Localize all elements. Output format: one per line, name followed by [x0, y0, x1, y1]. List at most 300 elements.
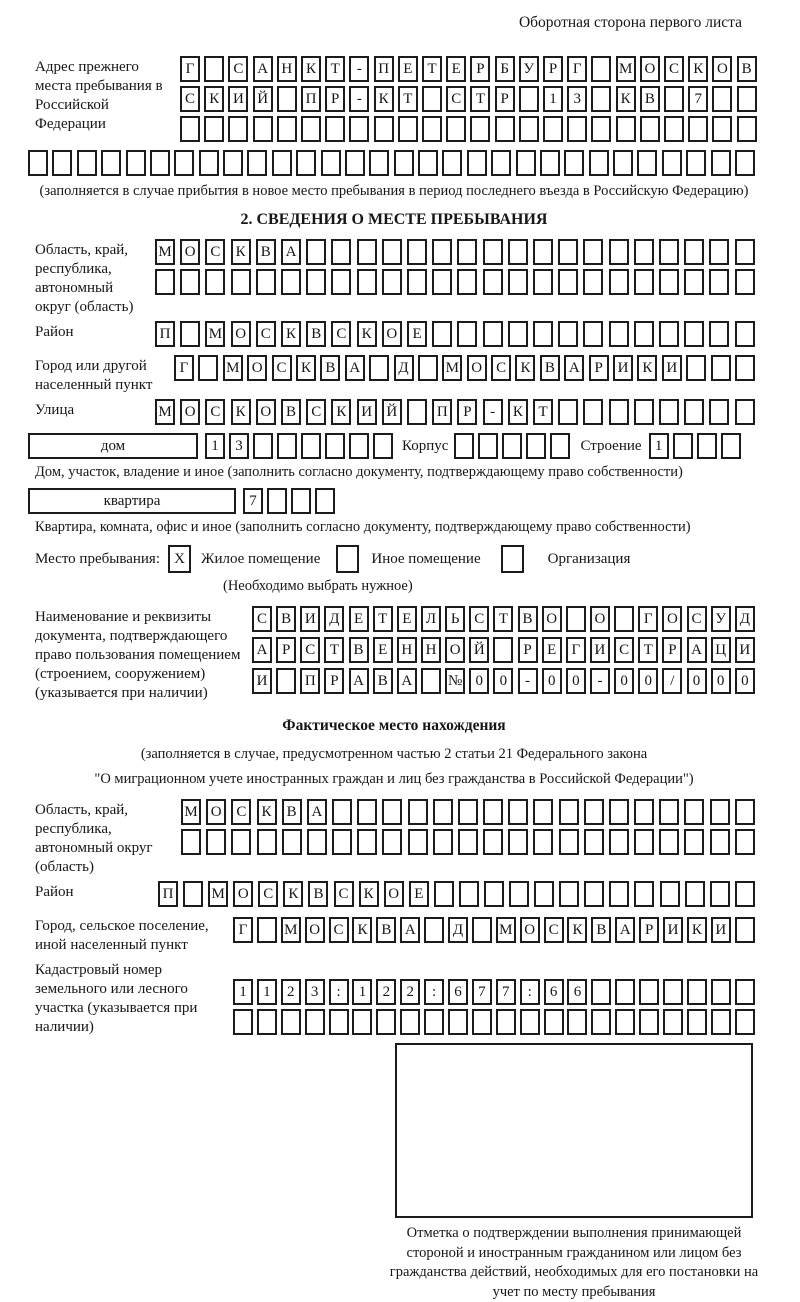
- char-box[interactable]: [382, 239, 402, 265]
- char-box[interactable]: [457, 269, 477, 295]
- char-box[interactable]: [609, 269, 629, 295]
- char-box[interactable]: К: [204, 86, 224, 112]
- char-box[interactable]: [735, 799, 755, 825]
- char-box[interactable]: [349, 116, 369, 142]
- char-box[interactable]: А: [349, 668, 369, 694]
- stay-type-checkbox-other[interactable]: [336, 545, 359, 573]
- char-box[interactable]: :: [329, 979, 349, 1005]
- char-box[interactable]: [637, 150, 657, 176]
- char-box[interactable]: [558, 399, 578, 425]
- char-box[interactable]: [282, 829, 302, 855]
- char-box[interactable]: В: [349, 637, 369, 663]
- char-box[interactable]: [101, 150, 121, 176]
- char-box[interactable]: И: [663, 917, 683, 943]
- char-box[interactable]: [509, 881, 529, 907]
- char-box[interactable]: 3: [305, 979, 325, 1005]
- char-box[interactable]: П: [300, 668, 320, 694]
- char-box[interactable]: 1: [233, 979, 253, 1005]
- char-box[interactable]: [533, 829, 553, 855]
- char-box[interactable]: [126, 150, 146, 176]
- char-box[interactable]: 7: [243, 488, 263, 514]
- char-box[interactable]: [735, 150, 755, 176]
- char-box[interactable]: О: [231, 321, 251, 347]
- char-box[interactable]: [559, 829, 579, 855]
- char-box[interactable]: [277, 86, 297, 112]
- char-box[interactable]: [183, 881, 203, 907]
- char-box[interactable]: С: [446, 86, 466, 112]
- char-box[interactable]: [422, 116, 442, 142]
- char-box[interactable]: У: [519, 56, 539, 82]
- stay-type-checkbox-organization[interactable]: [501, 545, 524, 573]
- char-box[interactable]: [458, 829, 478, 855]
- char-box[interactable]: [662, 150, 682, 176]
- char-box[interactable]: [206, 829, 226, 855]
- char-box[interactable]: [735, 829, 755, 855]
- char-box[interactable]: [277, 116, 297, 142]
- char-box[interactable]: [433, 829, 453, 855]
- char-box[interactable]: [710, 881, 730, 907]
- char-box[interactable]: 0: [614, 668, 634, 694]
- char-box[interactable]: -: [518, 668, 538, 694]
- char-box[interactable]: [640, 116, 660, 142]
- char-box[interactable]: 7: [472, 979, 492, 1005]
- char-box[interactable]: О: [590, 606, 610, 632]
- char-box[interactable]: М: [205, 321, 225, 347]
- stay-type-checkbox-residential[interactable]: X: [168, 545, 191, 573]
- char-box[interactable]: [352, 1009, 372, 1035]
- char-box[interactable]: [508, 799, 528, 825]
- char-box[interactable]: Р: [457, 399, 477, 425]
- char-box[interactable]: В: [281, 399, 301, 425]
- char-box[interactable]: Н: [277, 56, 297, 82]
- char-box[interactable]: [180, 321, 200, 347]
- char-box[interactable]: [711, 150, 731, 176]
- char-box[interactable]: [155, 269, 175, 295]
- char-box[interactable]: С: [544, 917, 564, 943]
- char-box[interactable]: Г: [638, 606, 658, 632]
- char-box[interactable]: :: [520, 979, 540, 1005]
- char-box[interactable]: [306, 239, 326, 265]
- char-box[interactable]: М: [223, 355, 243, 381]
- char-box[interactable]: Т: [493, 606, 513, 632]
- char-box[interactable]: Ь: [445, 606, 465, 632]
- char-box[interactable]: 7: [688, 86, 708, 112]
- char-box[interactable]: [382, 799, 402, 825]
- char-box[interactable]: [673, 433, 693, 459]
- char-box[interactable]: О: [256, 399, 276, 425]
- char-box[interactable]: [376, 1009, 396, 1035]
- apartment-type-box[interactable]: квартира: [28, 488, 236, 514]
- char-box[interactable]: Т: [398, 86, 418, 112]
- char-box[interactable]: [398, 116, 418, 142]
- char-box[interactable]: И: [662, 355, 682, 381]
- char-box[interactable]: [591, 116, 611, 142]
- char-box[interactable]: Г: [174, 355, 194, 381]
- char-box[interactable]: [332, 799, 352, 825]
- char-box[interactable]: [721, 433, 741, 459]
- char-box[interactable]: [684, 269, 704, 295]
- char-box[interactable]: К: [374, 86, 394, 112]
- char-box[interactable]: С: [491, 355, 511, 381]
- char-box[interactable]: 1: [352, 979, 372, 1005]
- char-box[interactable]: С: [252, 606, 272, 632]
- char-box[interactable]: П: [374, 56, 394, 82]
- char-box[interactable]: [418, 355, 438, 381]
- char-box[interactable]: [508, 269, 528, 295]
- char-box[interactable]: [639, 1009, 659, 1035]
- char-box[interactable]: [281, 1009, 301, 1035]
- char-box[interactable]: [609, 321, 629, 347]
- char-box[interactable]: [493, 637, 513, 663]
- char-box[interactable]: [424, 917, 444, 943]
- char-box[interactable]: М: [155, 239, 175, 265]
- char-box[interactable]: [634, 399, 654, 425]
- char-box[interactable]: [709, 269, 729, 295]
- char-box[interactable]: И: [228, 86, 248, 112]
- char-box[interactable]: К: [231, 239, 251, 265]
- char-box[interactable]: [332, 829, 352, 855]
- char-box[interactable]: [325, 433, 345, 459]
- char-box[interactable]: К: [352, 917, 372, 943]
- char-box[interactable]: [257, 1009, 277, 1035]
- char-box[interactable]: [495, 116, 515, 142]
- char-box[interactable]: [77, 150, 97, 176]
- char-box[interactable]: [737, 86, 757, 112]
- char-box[interactable]: [559, 799, 579, 825]
- char-box[interactable]: Г: [567, 56, 587, 82]
- char-box[interactable]: [357, 799, 377, 825]
- char-box[interactable]: [659, 799, 679, 825]
- char-box[interactable]: [472, 1009, 492, 1035]
- char-box[interactable]: О: [640, 56, 660, 82]
- char-box[interactable]: [559, 881, 579, 907]
- char-box[interactable]: А: [307, 799, 327, 825]
- char-box[interactable]: [256, 269, 276, 295]
- char-box[interactable]: №: [445, 668, 465, 694]
- char-box[interactable]: [369, 355, 389, 381]
- char-box[interactable]: С: [300, 637, 320, 663]
- char-box[interactable]: 6: [448, 979, 468, 1005]
- char-box[interactable]: Р: [325, 86, 345, 112]
- char-box[interactable]: [735, 979, 755, 1005]
- char-box[interactable]: [684, 829, 704, 855]
- char-box[interactable]: [484, 881, 504, 907]
- char-box[interactable]: [432, 321, 452, 347]
- char-box[interactable]: С: [687, 606, 707, 632]
- char-box[interactable]: 3: [567, 86, 587, 112]
- char-box[interactable]: С: [228, 56, 248, 82]
- char-box[interactable]: [663, 979, 683, 1005]
- char-box[interactable]: 1: [649, 433, 669, 459]
- char-box[interactable]: [483, 321, 503, 347]
- char-box[interactable]: 0: [687, 668, 707, 694]
- char-box[interactable]: [709, 399, 729, 425]
- char-box[interactable]: О: [662, 606, 682, 632]
- char-box[interactable]: 2: [281, 979, 301, 1005]
- char-box[interactable]: [508, 321, 528, 347]
- char-box[interactable]: С: [469, 606, 489, 632]
- char-box[interactable]: [305, 1009, 325, 1035]
- char-box[interactable]: М: [616, 56, 636, 82]
- char-box[interactable]: [472, 917, 492, 943]
- char-box[interactable]: [589, 150, 609, 176]
- char-box[interactable]: [583, 321, 603, 347]
- char-box[interactable]: Е: [398, 56, 418, 82]
- char-box[interactable]: [534, 881, 554, 907]
- char-box[interactable]: В: [737, 56, 757, 82]
- char-box[interactable]: [664, 116, 684, 142]
- char-box[interactable]: Т: [373, 606, 393, 632]
- char-box[interactable]: [407, 239, 427, 265]
- char-box[interactable]: Е: [409, 881, 429, 907]
- house-type-box[interactable]: дом: [28, 433, 198, 459]
- char-box[interactable]: Р: [662, 637, 682, 663]
- char-box[interactable]: [257, 829, 277, 855]
- char-box[interactable]: В: [373, 668, 393, 694]
- char-box[interactable]: А: [345, 355, 365, 381]
- char-box[interactable]: К: [281, 321, 301, 347]
- char-box[interactable]: 0: [493, 668, 513, 694]
- char-box[interactable]: Й: [469, 637, 489, 663]
- char-box[interactable]: 7: [496, 979, 516, 1005]
- char-box[interactable]: И: [735, 637, 755, 663]
- char-box[interactable]: [369, 150, 389, 176]
- char-box[interactable]: К: [515, 355, 535, 381]
- char-box[interactable]: [697, 433, 717, 459]
- char-box[interactable]: П: [155, 321, 175, 347]
- char-box[interactable]: 2: [400, 979, 420, 1005]
- char-box[interactable]: [615, 979, 635, 1005]
- char-box[interactable]: А: [687, 637, 707, 663]
- char-box[interactable]: [448, 1009, 468, 1035]
- char-box[interactable]: Т: [324, 637, 344, 663]
- char-box[interactable]: С: [205, 399, 225, 425]
- char-box[interactable]: [400, 1009, 420, 1035]
- char-box[interactable]: М: [442, 355, 462, 381]
- char-box[interactable]: 1: [257, 979, 277, 1005]
- char-box[interactable]: А: [564, 355, 584, 381]
- char-box[interactable]: 1: [205, 433, 225, 459]
- char-box[interactable]: 0: [735, 668, 755, 694]
- char-box[interactable]: [615, 1009, 635, 1035]
- char-box[interactable]: Р: [518, 637, 538, 663]
- char-box[interactable]: [567, 1009, 587, 1035]
- char-box[interactable]: [253, 116, 273, 142]
- char-box[interactable]: Г: [566, 637, 586, 663]
- char-box[interactable]: [483, 799, 503, 825]
- char-box[interactable]: В: [306, 321, 326, 347]
- char-box[interactable]: О: [712, 56, 732, 82]
- char-box[interactable]: Т: [533, 399, 553, 425]
- char-box[interactable]: Ц: [711, 637, 731, 663]
- char-box[interactable]: [296, 150, 316, 176]
- char-box[interactable]: [228, 116, 248, 142]
- char-box[interactable]: [591, 979, 611, 1005]
- char-box[interactable]: О: [180, 399, 200, 425]
- char-box[interactable]: Р: [589, 355, 609, 381]
- char-box[interactable]: В: [308, 881, 328, 907]
- char-box[interactable]: [659, 829, 679, 855]
- char-box[interactable]: [325, 116, 345, 142]
- char-box[interactable]: Т: [470, 86, 490, 112]
- char-box[interactable]: [470, 116, 490, 142]
- char-box[interactable]: [591, 56, 611, 82]
- char-box[interactable]: [543, 116, 563, 142]
- char-box[interactable]: [321, 150, 341, 176]
- char-box[interactable]: [382, 269, 402, 295]
- char-box[interactable]: [204, 56, 224, 82]
- char-box[interactable]: И: [357, 399, 377, 425]
- char-box[interactable]: [434, 881, 454, 907]
- char-box[interactable]: [634, 269, 654, 295]
- char-box[interactable]: [687, 1009, 707, 1035]
- char-box[interactable]: [609, 829, 629, 855]
- char-box[interactable]: :: [424, 979, 444, 1005]
- char-box[interactable]: С: [258, 881, 278, 907]
- char-box[interactable]: О: [467, 355, 487, 381]
- char-box[interactable]: [616, 116, 636, 142]
- char-box[interactable]: О: [233, 881, 253, 907]
- char-box[interactable]: [408, 829, 428, 855]
- char-box[interactable]: Б: [495, 56, 515, 82]
- char-box[interactable]: [735, 269, 755, 295]
- char-box[interactable]: [329, 1009, 349, 1035]
- char-box[interactable]: [558, 269, 578, 295]
- char-box[interactable]: [446, 116, 466, 142]
- char-box[interactable]: Е: [373, 637, 393, 663]
- char-box[interactable]: 0: [566, 668, 586, 694]
- char-box[interactable]: [150, 150, 170, 176]
- char-box[interactable]: [591, 1009, 611, 1035]
- char-box[interactable]: [664, 86, 684, 112]
- char-box[interactable]: [609, 399, 629, 425]
- char-box[interactable]: М: [155, 399, 175, 425]
- char-box[interactable]: [520, 1009, 540, 1035]
- char-box[interactable]: [331, 239, 351, 265]
- char-box[interactable]: [407, 269, 427, 295]
- char-box[interactable]: [291, 488, 311, 514]
- char-box[interactable]: И: [711, 917, 731, 943]
- char-box[interactable]: [408, 799, 428, 825]
- char-box[interactable]: В: [518, 606, 538, 632]
- char-box[interactable]: [198, 355, 218, 381]
- char-box[interactable]: -: [349, 56, 369, 82]
- char-box[interactable]: [584, 881, 604, 907]
- char-box[interactable]: [483, 269, 503, 295]
- char-box[interactable]: [660, 881, 680, 907]
- char-box[interactable]: [613, 150, 633, 176]
- char-box[interactable]: О: [382, 321, 402, 347]
- char-box[interactable]: [442, 150, 462, 176]
- char-box[interactable]: С: [331, 321, 351, 347]
- char-box[interactable]: [502, 433, 522, 459]
- char-box[interactable]: С: [664, 56, 684, 82]
- char-box[interactable]: [277, 433, 297, 459]
- char-box[interactable]: [457, 239, 477, 265]
- char-box[interactable]: 0: [638, 668, 658, 694]
- char-box[interactable]: [357, 829, 377, 855]
- char-box[interactable]: [519, 116, 539, 142]
- char-box[interactable]: [558, 321, 578, 347]
- char-box[interactable]: [432, 239, 452, 265]
- char-box[interactable]: Е: [349, 606, 369, 632]
- char-box[interactable]: С: [180, 86, 200, 112]
- char-box[interactable]: Р: [543, 56, 563, 82]
- char-box[interactable]: [634, 799, 654, 825]
- char-box[interactable]: [685, 881, 705, 907]
- char-box[interactable]: [357, 239, 377, 265]
- char-box[interactable]: [457, 321, 477, 347]
- char-box[interactable]: [516, 150, 536, 176]
- char-box[interactable]: -: [483, 399, 503, 425]
- char-box[interactable]: С: [272, 355, 292, 381]
- char-box[interactable]: [583, 239, 603, 265]
- char-box[interactable]: [315, 488, 335, 514]
- char-box[interactable]: К: [231, 399, 251, 425]
- char-box[interactable]: [737, 116, 757, 142]
- char-box[interactable]: [272, 150, 292, 176]
- char-box[interactable]: [735, 321, 755, 347]
- char-box[interactable]: [357, 269, 377, 295]
- char-box[interactable]: К: [357, 321, 377, 347]
- char-box[interactable]: [709, 239, 729, 265]
- char-box[interactable]: А: [252, 637, 272, 663]
- char-box[interactable]: [467, 150, 487, 176]
- char-box[interactable]: [567, 116, 587, 142]
- char-box[interactable]: [508, 829, 528, 855]
- char-box[interactable]: С: [231, 799, 251, 825]
- char-box[interactable]: [558, 239, 578, 265]
- char-box[interactable]: [709, 321, 729, 347]
- char-box[interactable]: [686, 150, 706, 176]
- char-box[interactable]: Л: [421, 606, 441, 632]
- char-box[interactable]: [267, 488, 287, 514]
- char-box[interactable]: [564, 150, 584, 176]
- char-box[interactable]: В: [591, 917, 611, 943]
- char-box[interactable]: К: [359, 881, 379, 907]
- char-box[interactable]: [306, 269, 326, 295]
- char-box[interactable]: В: [320, 355, 340, 381]
- char-box[interactable]: А: [615, 917, 635, 943]
- char-box[interactable]: О: [542, 606, 562, 632]
- char-box[interactable]: [712, 116, 732, 142]
- char-box[interactable]: Р: [276, 637, 296, 663]
- char-box[interactable]: С: [329, 917, 349, 943]
- char-box[interactable]: [458, 799, 478, 825]
- char-box[interactable]: [735, 1009, 755, 1035]
- char-box[interactable]: М: [181, 799, 201, 825]
- char-box[interactable]: [533, 269, 553, 295]
- char-box[interactable]: [496, 1009, 516, 1035]
- char-box[interactable]: Р: [470, 56, 490, 82]
- char-box[interactable]: [710, 799, 730, 825]
- char-box[interactable]: [301, 116, 321, 142]
- char-box[interactable]: [634, 321, 654, 347]
- char-box[interactable]: К: [567, 917, 587, 943]
- char-box[interactable]: К: [283, 881, 303, 907]
- char-box[interactable]: Е: [542, 637, 562, 663]
- char-box[interactable]: В: [282, 799, 302, 825]
- char-box[interactable]: [276, 668, 296, 694]
- char-box[interactable]: М: [496, 917, 516, 943]
- char-box[interactable]: [307, 829, 327, 855]
- char-box[interactable]: [735, 917, 755, 943]
- char-box[interactable]: К: [296, 355, 316, 381]
- char-box[interactable]: [373, 433, 393, 459]
- char-box[interactable]: [686, 355, 706, 381]
- char-box[interactable]: [533, 239, 553, 265]
- char-box[interactable]: [180, 269, 200, 295]
